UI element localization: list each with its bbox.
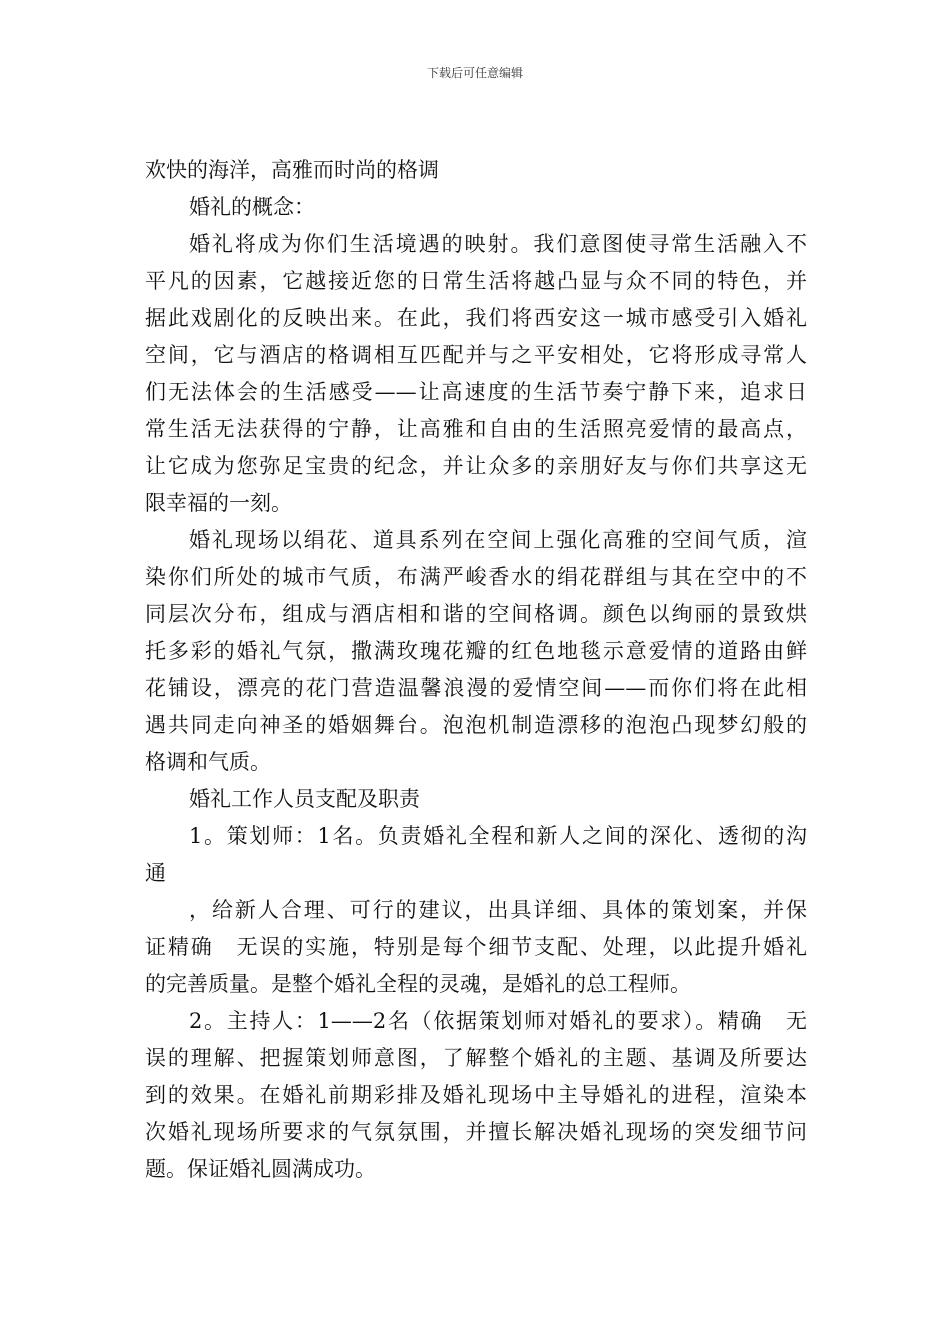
text-line: 的完善质量。是整个婚礼全程的灵魂，是婚礼的总工程师。	[145, 972, 691, 996]
text-line: 花铺设，漂亮的花门营造温馨浪漫的爱情空间——而你们将在此相	[145, 676, 807, 700]
text-line: 次婚礼现场所要求的气氛氛围，并擅长解决婚礼现场的突发细节问	[145, 1120, 807, 1144]
section-heading: 婚礼的概念：	[189, 195, 315, 219]
text-line: 让它成为您弥足宝贵的纪念，并让众多的亲朋好友与你们共享这无	[145, 454, 807, 478]
text-line: 格调和气质。	[145, 750, 271, 774]
text-line: 遇共同走向神圣的婚姻舞台。泡泡机制造漂移的泡泡凸现梦幻般的	[145, 713, 807, 737]
text-line: 1。策划师：1名。负责婚礼全程和新人之间的深化、透彻的沟	[189, 824, 807, 848]
document-body	[145, 152, 807, 1188]
text-line: 同层次分布，组成与酒店相和谐的空间格调。颜色以绚丽的景致烘	[145, 602, 807, 626]
text-line: 欢快的海洋，高雅而时尚的格调	[145, 158, 439, 182]
text-line: 2。主持人：1——2名（依据策划师对婚礼的要求）。精确 无	[189, 1009, 807, 1033]
page-header: 下载后可任意编辑	[426, 66, 523, 80]
text-line: 据此戏剧化的反映出来。在此，我们将西安这一城市感受引入婚礼	[145, 306, 807, 330]
text-line: 误的理解、把握策划师意图，了解整个婚礼的主题、基调及所要达	[145, 1046, 807, 1070]
text-line: 到的效果。在婚礼前期彩排及婚礼现场中主导婚礼的进程，渲染本	[145, 1083, 807, 1107]
text-line: 常生活无法获得的宁静，让高雅和自由的生活照亮爱情的最高点，	[145, 417, 807, 441]
section-heading: 婚礼工作人员支配及职责	[189, 787, 420, 811]
text-line: 婚礼将成为你们生活境遇的映射。我们意图使寻常生活融入不	[189, 232, 807, 256]
text-line: 平凡的因素，它越接近您的日常生活将越凸显与众不同的特色，并	[145, 269, 807, 293]
text-line: 通	[145, 861, 166, 885]
text-line: 题。保证婚礼圆满成功。	[145, 1157, 376, 1181]
text-line: ，给新人合理、可行的建议，出具详细、具体的策划案，并保	[189, 898, 807, 922]
text-line: 证精确 无误的实施，特别是每个细节支配、处理，以此提升婚礼	[145, 935, 807, 959]
text-line: 们无法体会的生活感受——让高速度的生活节奏宁静下来，追求日	[145, 380, 807, 404]
text-line: 托多彩的婚礼气氛，撒满玫瑰花瓣的红色地毯示意爱情的道路由鲜	[145, 639, 807, 663]
text-line: 限幸福的一刻。	[145, 491, 292, 515]
text-line: 婚礼现场以绢花、道具系列在空间上强化高雅的空间气质，渲	[189, 528, 807, 552]
text-line: 空间，它与酒店的格调相互匹配并与之平安相处，它将形成寻常人	[145, 343, 807, 367]
text-line: 染你们所处的城市气质，布满严峻香水的绢花群组与其在空中的不	[145, 565, 807, 589]
